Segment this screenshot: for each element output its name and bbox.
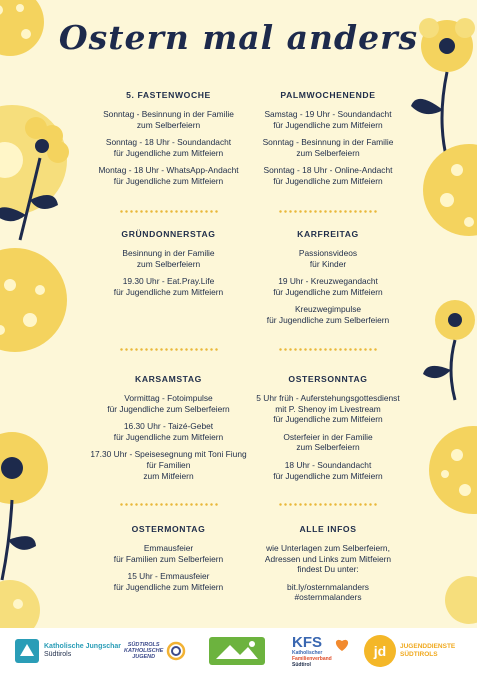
section-title: KARFREITAG xyxy=(297,229,359,239)
event-entry: Besinnung in der Familie zum Selberfeiern xyxy=(122,248,215,269)
section-title: OSTERMONTAG xyxy=(131,524,206,534)
section-title: GRÜNDONNERSTAG xyxy=(121,229,216,239)
section-title: ALLE INFOS xyxy=(299,524,357,534)
dotted-divider xyxy=(119,210,219,213)
logo-text: Katholischer xyxy=(292,649,323,656)
section-alle-infos xyxy=(233,524,423,610)
event-entry: Osterfeier in der Familie zum Selberfeiern xyxy=(283,431,373,453)
event-entry: Montag - 18 Uhr - WhatsApp-Andacht für Jugendliche zum Mitfeiern xyxy=(98,165,239,186)
logo-text: jd xyxy=(373,643,387,659)
logo-strip xyxy=(0,628,477,674)
green-logo xyxy=(208,634,266,668)
info-text: wie Unterlagen zum Selberfeiern, Adressen und Links zum Mitfeiern findest Du unter: xyxy=(264,543,392,575)
event-entry: Emmausfeier für Familien zum Selberfeiern xyxy=(113,543,224,564)
logo-text: KFS xyxy=(292,633,322,651)
dotted-divider xyxy=(119,348,219,351)
event-entry: Sonntag - 18 Uhr - Soundandacht für Jugendliche zum Mitfeiern xyxy=(105,137,232,158)
map-icon xyxy=(208,635,266,667)
event-entry: 18 Uhr - Soundandacht für Jugendliche zum Mitfeiern xyxy=(273,459,383,481)
event-entry: 16.30 Uhr - Taizé-Gebet für Jugendliche zum Mitfeiern xyxy=(113,421,224,442)
logo-text: Südtirol xyxy=(292,661,311,668)
event-entry: Passionsvideos für Kinder xyxy=(298,248,358,269)
section-title: 5. FASTENWOCHE xyxy=(126,90,211,100)
event-entry: 15 Uhr - Emmausfeier für Jugendliche zum Mitfeiern xyxy=(113,571,224,592)
katholische-jugend-logo xyxy=(124,634,187,668)
event-entry: 5 Uhr früh - Auferstehungsgottesdienst mit P. Shenoy im Livestream für Jugendliche zum Mitfeiern xyxy=(256,393,400,425)
logo-text: KATHOLISCHE xyxy=(124,648,164,654)
dotted-divider xyxy=(278,503,378,506)
logo-text: JUGENDDIENSTE xyxy=(400,643,456,650)
logo-text: SÜDTIROLS xyxy=(127,642,160,648)
event-entry: Samstag - 19 Uhr - Soundandacht für Jugendliche zum Mitfeiern xyxy=(264,109,392,130)
section-title: KARSAMSTAG xyxy=(135,374,202,384)
info-link[interactable]: bit.ly/osternmalanders #osternmalanders xyxy=(287,581,369,603)
dotted-divider xyxy=(278,210,378,213)
flower-decoration-left xyxy=(0,0,80,674)
poster-title: Ostern mal anders xyxy=(58,18,419,57)
logo-text: JUGEND xyxy=(132,654,156,660)
section-title: PALMWOCHENENDE xyxy=(280,90,376,100)
logo-text: Südtirols xyxy=(44,651,72,658)
event-entry: 19.30 Uhr - Eat.Pray.Life für Jugendliche zum Mitfeiern xyxy=(113,276,224,297)
logo-text: Familienverband xyxy=(292,655,332,662)
dotted-divider xyxy=(278,348,378,351)
kfs-logo xyxy=(292,634,350,668)
jungschar-logo xyxy=(14,634,121,668)
event-entry: Sonntag - 18 Uhr - Online-Andacht für Jugendliche zum Mitfeiern xyxy=(263,165,393,186)
event-entry: Sonntag - Besinnung in der Familie zum Selberfeiern xyxy=(262,137,394,158)
section-title: OSTERSONNTAG xyxy=(288,374,368,384)
logo-text: Katholische Jungschar xyxy=(44,643,122,650)
ring-icon xyxy=(165,640,187,662)
event-entry: Vormittag - Fotoimpulse für Jugendliche zum Selberfeiern xyxy=(107,393,230,414)
event-entry: 19 Uhr - Kreuzwegandacht für Jugendliche zum Mitfeiern xyxy=(273,276,383,297)
heart-icon xyxy=(334,637,350,653)
jd-badge xyxy=(364,635,396,667)
section-karfreitag xyxy=(233,229,423,333)
jugenddienste-logo xyxy=(364,634,455,668)
jungschar-icon xyxy=(14,638,40,664)
logo-text: SÜDTIROLS xyxy=(400,651,438,658)
event-entry: Kreuzwegimpulse für Jugendliche zum Selberfeiern xyxy=(266,304,390,325)
event-entry: 17.30 Uhr - Speisesegnung mit Toni Fiung für Familien zum Mitfeiern xyxy=(90,449,247,481)
section-ostersonntag xyxy=(233,374,423,488)
dotted-divider xyxy=(119,503,219,506)
event-entry: Sonntag - Besinnung in der Familie zum Selberfeiern xyxy=(103,109,234,130)
section-palmwochenende xyxy=(233,90,423,194)
